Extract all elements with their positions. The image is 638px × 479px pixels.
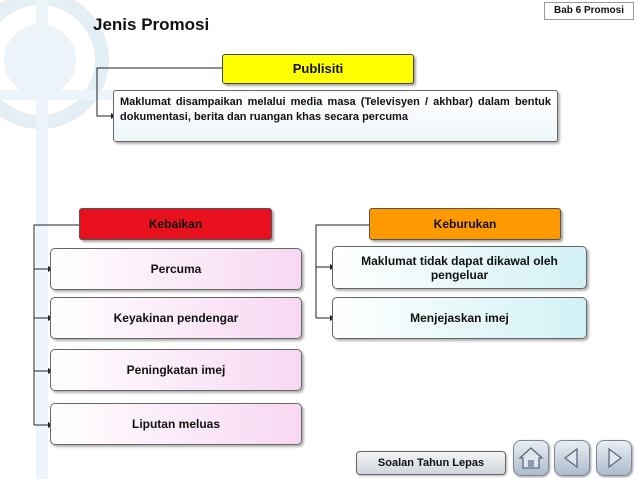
keburukan-header: Keburukan xyxy=(369,208,561,240)
publisiti-description: Maklumat disampaikan melalui media masa (Televisyen / akhbar) dalam bentuk dokumentasi, berita dan ruangan khas secara percuma xyxy=(113,90,558,142)
keburukan-item: Maklumat tidak dapat dikawal oleh pengeluar xyxy=(332,246,587,289)
kebaikan-item: Peningkatan imej xyxy=(50,349,302,391)
home-button[interactable] xyxy=(513,440,549,476)
next-button[interactable] xyxy=(596,440,632,476)
page-title: Jenis Promosi xyxy=(93,15,210,34)
kebaikan-item: Liputan meluas xyxy=(50,403,302,445)
publisiti-header: Publisiti xyxy=(222,54,414,84)
kebaikan-header: Kebaikan xyxy=(79,208,272,240)
back-button[interactable] xyxy=(554,440,590,476)
kebaikan-item: Keyakinan pendengar xyxy=(50,297,302,339)
next-arrow-icon xyxy=(603,446,625,470)
keburukan-item: Menjejaskan imej xyxy=(332,297,587,339)
back-arrow-icon xyxy=(561,446,583,470)
chapter-badge: Bab 6 Promosi xyxy=(544,2,634,20)
kebaikan-item: Percuma xyxy=(50,248,302,290)
soalan-tahun-lepas-button[interactable]: Soalan Tahun Lepas xyxy=(356,451,506,475)
home-icon xyxy=(518,446,544,470)
